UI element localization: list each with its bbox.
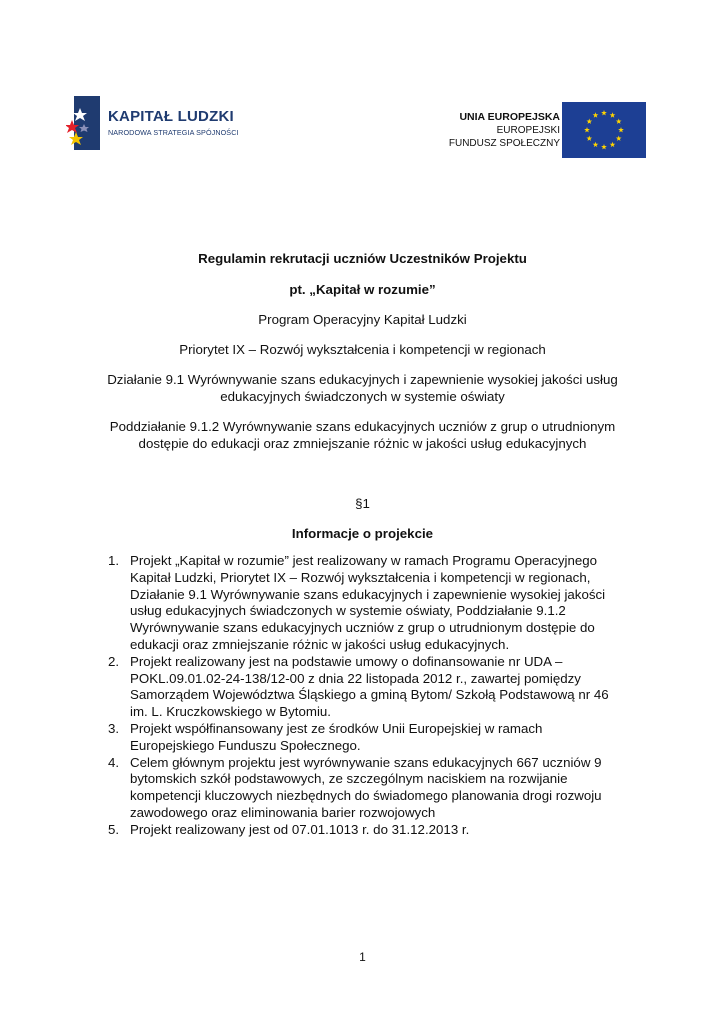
list-item-number: 1. [108,553,120,568]
list-item [108,654,628,721]
eu-line-2: EUROPEJSKI [496,125,560,136]
list-item-number: 3. [108,720,120,736]
action: Działanie 9.1 Wyrównywanie szans edukacyjnych i zapewnienie wysokiej jakości usług edukacyjnych świadczonych w systemie oświaty [107,372,618,404]
eu-logo [420,102,646,158]
section-number: §1 [355,496,370,511]
list-item [108,553,628,654]
page-number: 1 [359,950,366,964]
project-info-list [108,553,628,839]
list-item [108,755,628,822]
list-item-text: Projekt realizowany jest od 07.01.1013 r. do 31.12.2013 r. [130,821,470,837]
list-item-text: Projekt współfinansowany jest ze środków Unii Europejskiej w ramach Europejskiego Funduszu Społecznego. [130,720,543,753]
subaction: Poddziałanie 9.1.2 Wyrównywanie szans edukacyjnych uczniów z grup o utrudnionym dostępie do edukacji oraz zmniejszanie różnic w jakości usług edukacyjnych [109,419,616,451]
logo-title: KAPITAŁ LUDZKI [108,108,234,125]
document-title: Regulamin rekrutacji uczniów Uczestników Projektu [198,251,527,266]
project-name: pt. „Kapitał w rozumie” [289,282,436,297]
kapital-ludzki-logo [66,94,266,154]
eu-line-1: UNIA EUROPEJSKA [459,111,560,123]
list-item-number: 4. [108,754,120,770]
eu-line-3: FUNDUSZ SPOŁECZNY [448,138,560,149]
eu-flag-icon [562,102,646,158]
list-item-number: 5. [108,821,120,837]
list-item-text: Projekt „Kapitał w rozumie” jest realizowany w ramach Programu Operacyjnego Kapitał Ludzki, Priorytet IX – Rozwój wykształcenia i kompetencji w regionach, Działanie 9.1 Wyrównywanie szans edukacyjnych i zapewnienie wysokiej jakości usług edukacyjnych świadczonych w systemie oświaty, Poddziałanie 9.1.2 Wyrównywanie szans edukacyjnych uczniów z grup o utrudnionym dostępie do edukacji oraz zmniejszanie różnic w jakości usług edukacyjnych. [130,553,606,652]
list-item-number: 2. [108,653,120,669]
eu-logo-text [449,110,560,150]
list-item-text: Celem głównym projektu jest wyrównywanie szans edukacyjnych 667 uczniów 9 bytomskich szkół podstawowych, ze szczególnym naciskiem na rozwijanie kompetencji kluczowych niezbędnych do świadomego planowania drogi rozwoju zawodowego oraz eliminowania barier rozwojowych [130,754,602,820]
program-name: Program Operacyjny Kapitał Ludzki [258,312,467,327]
kapital-ludzki-emblem-icon [66,94,100,152]
list-item [108,822,628,839]
list-item-text: Projekt realizowany jest na podstawie umowy o dofinansowanie nr UDA – POKL.09.01.02-24-138/12-00 z dnia 22 listopada 2012 r., zawartej pomiędzy Samorządem Województwa Śląskiego a gminą Bytom/ Szkołą Podstawową nr 46 im. L. Kruczkowskiego w Bytomiu. [130,653,609,720]
section-title: Informacje o projekcie [291,526,434,541]
list-item [108,721,628,755]
logo-subtitle: NARODOWA STRATEGIA SPÓJNOŚCI [108,128,239,137]
priority: Priorytet IX – Rozwój wykształcenia i kompetencji w regionach [179,342,546,357]
